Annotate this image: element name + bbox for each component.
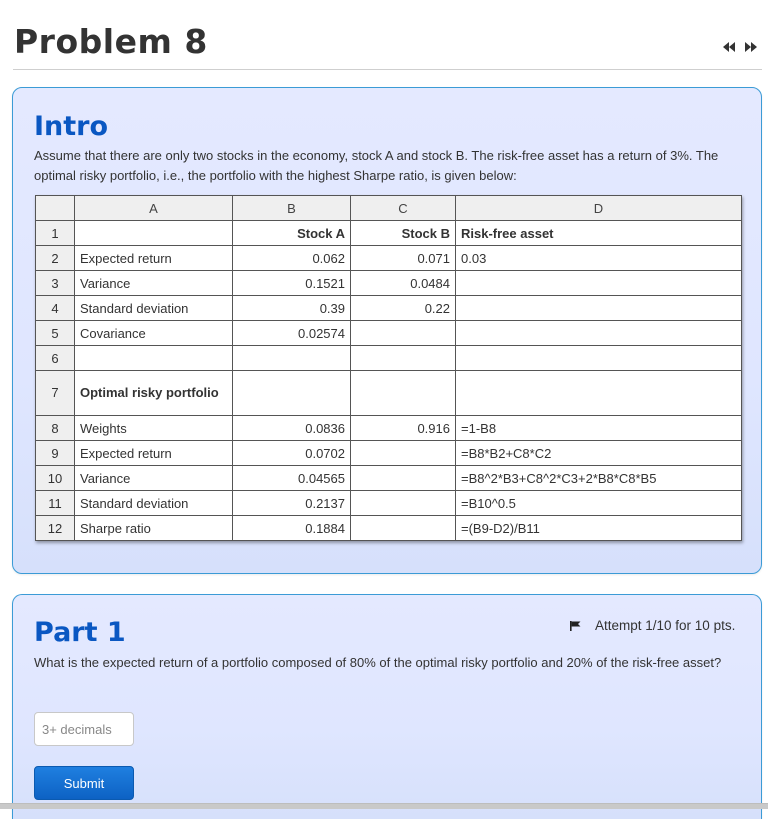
table-row [36, 221, 742, 246]
cell-a6 [75, 346, 233, 371]
next-problem-button[interactable] [744, 40, 758, 52]
attempt-text: Attempt 1/10 for 10 pts. [595, 618, 736, 633]
column-header-b: B [233, 196, 351, 221]
double-left-arrow-icon [722, 41, 736, 53]
table-row [36, 516, 742, 541]
cell-a12: Sharpe ratio [75, 516, 233, 541]
table-row [36, 491, 742, 516]
row-number: 12 [36, 516, 75, 541]
cell-d11: =B10^0.5 [456, 491, 742, 516]
cell-d10: =B8^2*B3+C8^2*C3+2*B8*C8*B5 [456, 466, 742, 491]
cell-b11: 0.2137 [233, 491, 351, 516]
cell-b10: 0.04565 [233, 466, 351, 491]
cell-b8: 0.0836 [233, 416, 351, 441]
column-header-d: D [456, 196, 742, 221]
cell-d9: =B8*B2+C8*C2 [456, 441, 742, 466]
cell-b6 [233, 346, 351, 371]
table-row [36, 246, 742, 271]
cell-d4 [456, 296, 742, 321]
row-number: 11 [36, 491, 75, 516]
cell-a9: Expected return [75, 441, 233, 466]
cell-a2: Expected return [75, 246, 233, 271]
cell-d7 [456, 371, 742, 416]
cell-b7 [233, 371, 351, 416]
previous-problem-button[interactable] [722, 40, 736, 52]
cell-a4: Standard deviation [75, 296, 233, 321]
intro-card [12, 87, 762, 574]
cell-c9 [351, 441, 456, 466]
submit-button[interactable]: Submit [34, 766, 134, 800]
cell-b4: 0.39 [233, 296, 351, 321]
row-number: 8 [36, 416, 75, 441]
cell-a8: Weights [75, 416, 233, 441]
cell-d1: Risk-free asset [456, 221, 742, 246]
corner-cell [36, 196, 75, 221]
column-header-row [36, 196, 742, 221]
double-right-arrow-icon [744, 41, 758, 53]
table-row [36, 371, 742, 416]
cell-d6 [456, 346, 742, 371]
row-number: 2 [36, 246, 75, 271]
table-row [36, 296, 742, 321]
cell-c2: 0.071 [351, 246, 456, 271]
row-number: 9 [36, 441, 75, 466]
cell-c12 [351, 516, 456, 541]
part1-title: Part 1 [34, 617, 126, 648]
row-number: 1 [36, 221, 75, 246]
cell-b2: 0.062 [233, 246, 351, 271]
part1-question: What is the expected return of a portfolio composed of 80% of the optimal risky portfolio and 20% of the risk-free asset? [34, 655, 722, 670]
cell-d5 [456, 321, 742, 346]
cell-b1: Stock A [233, 221, 351, 246]
cell-b3: 0.1521 [233, 271, 351, 296]
row-number: 3 [36, 271, 75, 296]
cell-b9: 0.0702 [233, 441, 351, 466]
cell-c6 [351, 346, 456, 371]
part1-card [12, 594, 762, 819]
table-row [36, 271, 742, 296]
cell-a3: Variance [75, 271, 233, 296]
cell-b5: 0.02574 [233, 321, 351, 346]
problem-navigation [722, 40, 758, 52]
cell-b12: 0.1884 [233, 516, 351, 541]
cell-a5: Covariance [75, 321, 233, 346]
table-row [36, 346, 742, 371]
row-number: 6 [36, 346, 75, 371]
attempt-info [570, 618, 735, 633]
cell-c11 [351, 491, 456, 516]
row-number: 10 [36, 466, 75, 491]
cell-a11: Standard deviation [75, 491, 233, 516]
cell-d12: =(B9-D2)/B11 [456, 516, 742, 541]
intro-text: Assume that there are only two stocks in the economy, stock A and stock B. The risk-free asset has a return of 3%. The optimal risky portfolio, i.e., the portfolio with the highest Sharpe ratio, is given below: [34, 148, 719, 183]
cell-a1 [75, 221, 233, 246]
cell-c4: 0.22 [351, 296, 456, 321]
table-row [36, 321, 742, 346]
cell-c10 [351, 466, 456, 491]
cell-c1: Stock B [351, 221, 456, 246]
flag-icon[interactable] [570, 621, 581, 631]
cell-a10: Variance [75, 466, 233, 491]
cell-c5 [351, 321, 456, 346]
page-title: Problem 8 [14, 22, 208, 61]
table-row [36, 441, 742, 466]
row-number: 4 [36, 296, 75, 321]
answer-input[interactable] [34, 712, 134, 746]
cell-c7 [351, 371, 456, 416]
column-header-c: C [351, 196, 456, 221]
spreadsheet-table [35, 195, 742, 541]
cell-c3: 0.0484 [351, 271, 456, 296]
column-header-a: A [75, 196, 233, 221]
row-number: 5 [36, 321, 75, 346]
table-row [36, 466, 742, 491]
horizontal-scrollbar[interactable] [0, 803, 768, 809]
cell-d2: 0.03 [456, 246, 742, 271]
intro-title: Intro [34, 111, 109, 142]
title-divider [13, 69, 762, 70]
row-number: 7 [36, 371, 75, 416]
cell-d8: =1-B8 [456, 416, 742, 441]
cell-d3 [456, 271, 742, 296]
cell-a7: Optimal risky portfolio [75, 371, 233, 416]
table-row [36, 416, 742, 441]
cell-c8: 0.916 [351, 416, 456, 441]
